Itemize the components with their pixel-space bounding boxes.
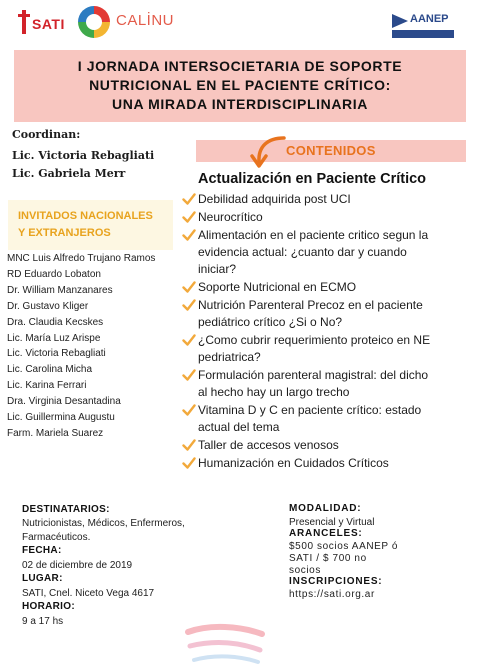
check-icon xyxy=(182,280,196,294)
topic-line: ¿Como cubrir requerimiento proteico en NE xyxy=(198,333,431,347)
title-band xyxy=(14,50,466,122)
guests-title-line-2: Y EXTRANJEROS xyxy=(18,227,111,239)
calinu-circle-icon xyxy=(78,6,110,38)
guest-name: MNC Luis Alfredo Trujano Ramos xyxy=(7,253,156,264)
topic-line: evidencia actual: ¿cuanto dar y cuando xyxy=(198,245,407,259)
aanep-logo xyxy=(392,12,454,42)
aanep-mark-icon xyxy=(392,14,408,28)
topic-text xyxy=(198,332,476,366)
topic-text xyxy=(198,455,476,472)
modalidad-value: Presencial y Virtual xyxy=(289,517,375,528)
fecha-label: FECHA: xyxy=(22,545,62,556)
topic-text xyxy=(198,191,476,208)
sati-logo xyxy=(18,10,68,38)
aranceles-line: $500 socios AANEP ó xyxy=(289,541,399,552)
modalidad-label: MODALIDAD: xyxy=(289,503,362,514)
topic-text xyxy=(198,437,476,454)
guest-name: Dr. William Manzanares xyxy=(7,284,113,296)
topic-item xyxy=(182,437,472,454)
destinatarios-label: DESTINATARIOS: xyxy=(22,504,110,515)
guest-name: Lic. María Luz Arispe xyxy=(7,332,101,344)
contenidos-label: CONTENIDOS xyxy=(286,143,376,158)
topic-item xyxy=(182,227,472,278)
title-line-2: NUTRICIONAL EN EL PACIENTE CRÍTICO: xyxy=(89,77,391,93)
guest-name: Lic. Carolina Micha xyxy=(7,364,93,376)
lugar-label: LUGAR: xyxy=(22,573,63,584)
topic-line: pedriatrica? xyxy=(198,350,261,364)
calinu-logo xyxy=(78,6,188,42)
fecha-value: 02 de diciembre de 2019 xyxy=(22,560,133,571)
topic-line: Neurocrítico xyxy=(198,210,263,224)
guest-name: Lic. Victoria Rebagliati xyxy=(7,348,106,360)
check-icon xyxy=(182,403,196,417)
topic-text xyxy=(198,227,476,278)
check-icon xyxy=(182,298,196,312)
lugar-value: SATI, Cnel. Niceto Vega 4617 xyxy=(22,588,155,599)
decorative-stroke xyxy=(180,622,270,668)
horario-label: HORARIO: xyxy=(22,601,75,612)
aanep-bar xyxy=(392,30,454,38)
guest-name: Dra. Virginia Desantadina xyxy=(7,396,121,408)
topic-line: actual del tema xyxy=(198,420,280,434)
guest-name: Dr. Gustavo Kliger xyxy=(7,300,89,312)
destinatarios-line: Nutricionistas, Médicos, Enfermeros, xyxy=(22,518,185,529)
title-line-1: I JORNADA INTERSOCIETARIA DE SOPORTE xyxy=(77,58,403,74)
topic-text xyxy=(198,279,476,296)
topic-item xyxy=(182,297,472,331)
check-icon xyxy=(182,192,196,206)
topic-line: Soporte Nutricional en ECMO xyxy=(198,280,357,294)
curved-arrow-icon xyxy=(250,132,290,172)
guest-name: Lic. Karina Ferrari xyxy=(7,380,87,392)
topic-line: pediátrico crítico ¿Si o No? xyxy=(198,315,343,329)
guests-title-box xyxy=(8,200,173,250)
topic-item xyxy=(182,332,472,366)
topic-text xyxy=(198,297,476,331)
contenidos-heading: Actualización en Paciente Crítico xyxy=(198,171,427,187)
topic-line: Vitamina D y C en paciente crítico: estado xyxy=(198,403,422,417)
check-icon xyxy=(182,228,196,242)
topic-line: Humanización en Cuidados Críticos xyxy=(198,456,389,470)
topic-line: Nutrición Parenteral Precoz en el paciente xyxy=(198,298,423,312)
aranceles-line: socios xyxy=(289,565,321,576)
check-icon xyxy=(182,438,196,452)
guest-name: Dra. Claudia Kecskes xyxy=(7,316,104,328)
topic-line: Formulación parenteral magistral: del dicho xyxy=(198,368,429,382)
inscripciones-link[interactable]: https://sati.org.ar xyxy=(289,589,375,600)
check-icon xyxy=(182,456,196,470)
topic-text xyxy=(198,367,476,401)
aanep-logo-text: AANEP xyxy=(410,13,449,25)
topic-item xyxy=(182,209,472,226)
check-icon xyxy=(182,333,196,347)
guest-name: Lic. Guillermina Augustu xyxy=(7,412,115,423)
guest-name: RD Eduardo Lobaton xyxy=(7,268,101,280)
check-icon xyxy=(182,210,196,224)
coordinator-name: Lic. Gabriela Merr xyxy=(12,167,126,180)
topic-line: Debilidad adquirida post UCI xyxy=(198,192,351,206)
guest-name: Farm. Mariela Suarez xyxy=(7,427,104,439)
sati-logo-text: SATI xyxy=(32,16,65,32)
check-icon xyxy=(182,368,196,382)
topic-item xyxy=(182,279,472,296)
sati-mark-icon xyxy=(18,10,30,34)
destinatarios-line: Farmacéuticos. xyxy=(22,532,91,543)
topic-line: Alimentación en el paciente critico segun la xyxy=(198,228,429,242)
guests-title-line-1: INVITADOS NACIONALES xyxy=(18,210,153,222)
topic-text xyxy=(198,402,476,436)
topic-item xyxy=(182,455,472,472)
coordinator-name: Lic. Victoria Rebagliati xyxy=(12,149,155,162)
title-line-3: UNA MIRADA INTERDISCIPLINARIA xyxy=(112,96,368,112)
topic-item xyxy=(182,191,472,208)
topic-text xyxy=(198,209,476,226)
topic-line: iniciar? xyxy=(198,262,237,276)
aranceles-label: ARANCELES: xyxy=(289,528,363,539)
coordinan-label: Coordinan: xyxy=(12,128,81,141)
calinu-logo-text: CALİNU xyxy=(116,12,175,29)
topic-line: al hecho hay un largo trecho xyxy=(198,385,350,399)
topic-line: Taller de accesos venosos xyxy=(198,438,339,452)
inscripciones-label: INSCRIPCIONES: xyxy=(289,576,383,587)
topic-item xyxy=(182,402,472,436)
topic-item xyxy=(182,367,472,401)
aranceles-line: SATI / $ 700 no xyxy=(289,553,367,564)
horario-value: 9 a 17 hs xyxy=(22,616,64,627)
